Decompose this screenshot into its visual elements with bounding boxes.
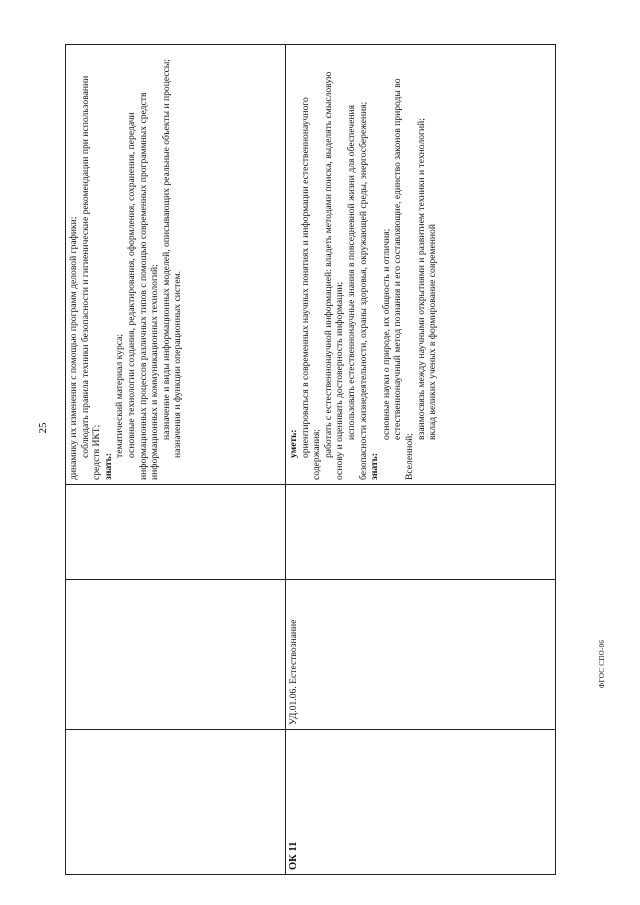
discipline-cell: УД.01.06. Естествознание — [286, 580, 556, 730]
table-row — [66, 45, 286, 875]
discipline-cell — [66, 580, 286, 730]
requirement-line: основные науки о природе, их общность и отличия; — [380, 228, 392, 440]
requirement-line: естественнонаучный метод познания и его составляющие, единство законов природы во Вселенной; — [392, 78, 415, 480]
code-cell — [286, 730, 556, 875]
requirement-line: работать с естественнонаучной информацией: владеть методами поиска, выделять смысловую основу и оценивать достоверность информации; — [322, 71, 346, 480]
empty-cell — [286, 485, 556, 580]
requirement-line: основные технологии создания, редактирования, оформления, сохранения, передачи информационных процессов различных типов с помощью современных программных средств информационных и коммуникационных технологий; — [125, 92, 161, 480]
requirements-cell — [286, 45, 556, 485]
standards-table — [65, 44, 556, 875]
code-cell — [66, 730, 286, 875]
empty-cell — [66, 485, 286, 580]
requirement-line: тематический материал курса; — [114, 333, 126, 458]
requirement-line: назначение и виды информационных моделей, описывающих реальные объекты и процессы; — [160, 59, 172, 440]
table-row — [286, 45, 556, 875]
page-number: 25 — [37, 422, 49, 434]
competence-code: ОК 11 — [288, 841, 299, 870]
section-heading-know: знать: — [369, 453, 381, 480]
requirement-line: назначения и функции операционных систем. — [172, 270, 184, 458]
footer-standard-code: ФГОС СПО-06 — [598, 639, 606, 689]
section-heading-can: уметь: — [288, 429, 299, 458]
requirement-line: ориентироваться в современных научных понятиях и информации естественнонаучного содержания; — [299, 97, 323, 480]
requirement-line: соблюдать правила техники безопасности и гигиенические рекомендации при использовании средств ИКТ; — [79, 75, 103, 480]
requirement-line: взаимосвязь между научными открытиями и развитием техники и технологий; — [415, 118, 427, 440]
section-heading-know: знать: — [102, 453, 114, 480]
rotated-page-content — [65, 45, 555, 875]
requirements-cell — [66, 45, 286, 485]
requirement-line: вклад великих ученых в формирование современной — [427, 224, 439, 440]
requirement-line: динамику их изменения с помощью программ деловой графики; — [68, 216, 79, 480]
requirement-line: использовать естественнонаучные знания в повседневной жизни для обеспечения безопасности жизнедеятельности, охраны здоровья, окружающей среды, энергосбережения; — [345, 101, 369, 480]
